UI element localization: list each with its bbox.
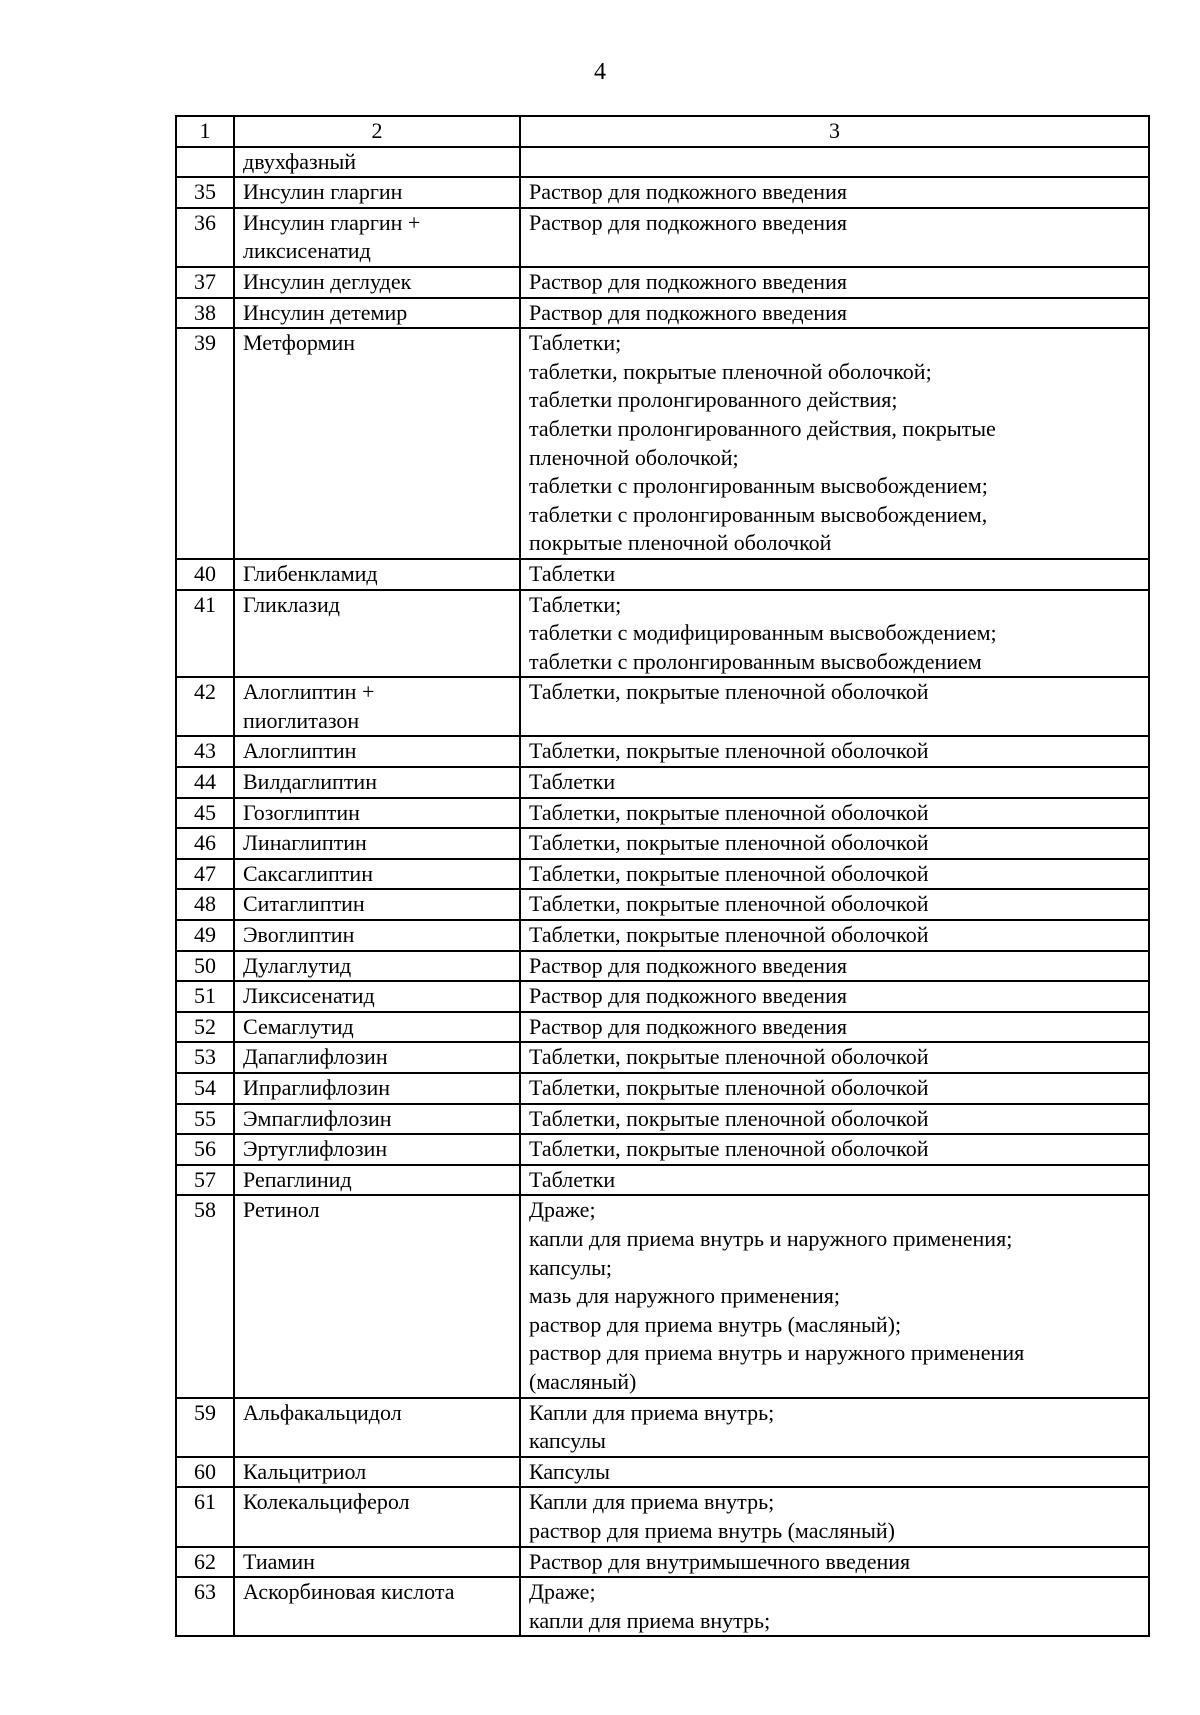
dosage-form-line: таблетки с пролонгированным высвобождением; bbox=[529, 473, 988, 499]
dosage-form-line: Таблетки, покрытые пленочной оболочкой bbox=[529, 922, 929, 948]
row-number: 59 bbox=[176, 1398, 234, 1457]
dosage-form-line: раствор для приема внутрь (масляный) bbox=[529, 1517, 895, 1543]
drug-name-cell bbox=[234, 859, 520, 890]
dosage-form-cell bbox=[520, 798, 1149, 829]
dosage-form-cell bbox=[520, 1165, 1149, 1196]
dosage-form-cell bbox=[520, 1398, 1149, 1457]
table-row bbox=[176, 177, 1149, 208]
table-row bbox=[176, 208, 1149, 267]
row-number: 45 bbox=[176, 798, 234, 829]
dosage-form-cell bbox=[520, 208, 1149, 267]
dosage-form-cell bbox=[520, 951, 1149, 982]
dosage-form-line: Таблетки, покрытые пленочной оболочкой bbox=[529, 860, 929, 886]
drug-name-line: Колекальциферол bbox=[243, 1489, 410, 1515]
drug-name-line: Эртуглифлозин bbox=[243, 1136, 388, 1162]
drug-name-cell bbox=[234, 889, 520, 920]
drug-name-cell bbox=[234, 920, 520, 951]
table-row bbox=[176, 1398, 1149, 1457]
dosage-form-line: капли для приема внутрь; bbox=[529, 1607, 771, 1633]
drug-name-line: Дулаглутид bbox=[243, 952, 352, 978]
row-number: 58 bbox=[176, 1195, 234, 1397]
dosage-form-cell bbox=[520, 1457, 1149, 1488]
dosage-form-line: капли для приема внутрь и наружного применения; bbox=[529, 1225, 1013, 1251]
dosage-form-line: Раствор для подкожного введения bbox=[529, 299, 847, 325]
drug-name-cell bbox=[234, 798, 520, 829]
dosage-form-cell bbox=[520, 1012, 1149, 1043]
drug-name-line: Кальцитриол bbox=[243, 1458, 367, 1484]
table-row bbox=[176, 559, 1149, 590]
row-number: 35 bbox=[176, 177, 234, 208]
drug-name-cell bbox=[234, 298, 520, 329]
dosage-form-line: Таблетки bbox=[529, 560, 616, 586]
drug-name-cell bbox=[234, 951, 520, 982]
dosage-form-cell bbox=[520, 859, 1149, 890]
dosage-form-line: Таблетки; bbox=[529, 591, 622, 617]
dosage-form-line: Таблетки bbox=[529, 769, 616, 795]
dosage-form-line: Таблетки bbox=[529, 1166, 616, 1192]
dosage-form-cell bbox=[520, 981, 1149, 1012]
row-number: 49 bbox=[176, 920, 234, 951]
row-number: 42 bbox=[176, 677, 234, 736]
drug-name-line: Алоглиптин + bbox=[243, 679, 375, 705]
table-row bbox=[176, 298, 1149, 329]
drug-name-cell bbox=[234, 1165, 520, 1196]
table-row bbox=[176, 1012, 1149, 1043]
drug-name-cell bbox=[234, 981, 520, 1012]
drug-name-cell bbox=[234, 559, 520, 590]
dosage-form-cell bbox=[520, 767, 1149, 798]
drug-name-line: двухфазный bbox=[243, 148, 357, 174]
drug-name-line: Гозоглиптин bbox=[243, 799, 360, 825]
dosage-form-line: Таблетки, покрытые пленочной оболочкой bbox=[529, 738, 929, 764]
table-row bbox=[176, 1042, 1149, 1073]
table-row bbox=[176, 590, 1149, 678]
row-number: 39 bbox=[176, 328, 234, 559]
column-header-2: 2 bbox=[234, 116, 520, 147]
drug-name-line: Репаглинид bbox=[243, 1166, 352, 1192]
dosage-form-line: пленочной оболочкой; bbox=[529, 444, 739, 470]
drug-name-line: Ситаглиптин bbox=[243, 891, 365, 917]
dosage-form-line: Таблетки, покрытые пленочной оболочкой bbox=[529, 891, 929, 917]
row-number: 56 bbox=[176, 1134, 234, 1165]
table-row bbox=[176, 677, 1149, 736]
drug-name-line: пиоглитазон bbox=[243, 707, 360, 733]
row-number: 52 bbox=[176, 1012, 234, 1043]
table-row bbox=[176, 1577, 1149, 1636]
dosage-form-cell bbox=[520, 828, 1149, 859]
dosage-form-line: Таблетки, покрытые пленочной оболочкой bbox=[529, 799, 929, 825]
row-number: 46 bbox=[176, 828, 234, 859]
row-number bbox=[176, 147, 234, 178]
row-number: 61 bbox=[176, 1487, 234, 1546]
column-header-3: 3 bbox=[520, 116, 1149, 147]
drug-name-line: Инсулин детемир bbox=[243, 299, 408, 325]
table-row bbox=[176, 767, 1149, 798]
table-row bbox=[176, 1457, 1149, 1488]
row-number: 62 bbox=[176, 1547, 234, 1578]
dosage-form-line: мазь для наружного применения; bbox=[529, 1283, 841, 1309]
dosage-form-line: Таблетки; bbox=[529, 330, 622, 356]
row-number: 40 bbox=[176, 559, 234, 590]
dosage-form-cell bbox=[520, 298, 1149, 329]
dosage-form-line: Драже; bbox=[529, 1579, 596, 1605]
table-row bbox=[176, 1547, 1149, 1578]
table-row bbox=[176, 828, 1149, 859]
column-header-1: 1 bbox=[176, 116, 234, 147]
row-number: 53 bbox=[176, 1042, 234, 1073]
drug-name-cell bbox=[234, 1012, 520, 1043]
dosage-form-cell bbox=[520, 1577, 1149, 1636]
dosage-form-line: таблетки с пролонгированным высвобождением bbox=[529, 648, 982, 674]
dosage-form-cell bbox=[520, 889, 1149, 920]
table-row bbox=[176, 798, 1149, 829]
dosage-form-line: Раствор для подкожного введения bbox=[529, 952, 847, 978]
row-number: 50 bbox=[176, 951, 234, 982]
dosage-form-cell bbox=[520, 267, 1149, 298]
dosage-form-line: капсулы; bbox=[529, 1254, 612, 1280]
dosage-form-line: Раствор для подкожного введения bbox=[529, 983, 847, 1009]
table-row bbox=[176, 267, 1149, 298]
dosage-form-cell bbox=[520, 1042, 1149, 1073]
table-row bbox=[176, 1195, 1149, 1397]
drug-name-cell bbox=[234, 1547, 520, 1578]
dosage-form-line: покрытые пленочной оболочкой bbox=[529, 530, 832, 556]
row-number: 44 bbox=[176, 767, 234, 798]
dosage-form-line: Таблетки, покрытые пленочной оболочкой bbox=[529, 1075, 929, 1100]
row-number: 41 bbox=[176, 590, 234, 678]
dosage-form-line: Раствор для подкожного введения bbox=[529, 1013, 847, 1039]
drug-name-line: ликсисенатид bbox=[243, 238, 371, 264]
drug-name-cell bbox=[234, 736, 520, 767]
drug-name-line: Инсулин гларгин bbox=[243, 179, 403, 205]
dosage-form-line: Капсулы bbox=[529, 1458, 610, 1484]
drug-name-cell bbox=[234, 677, 520, 736]
dosage-form-cell bbox=[520, 559, 1149, 590]
row-number: 48 bbox=[176, 889, 234, 920]
drug-name-line: Ипраглифлозин bbox=[243, 1075, 391, 1100]
dosage-form-cell bbox=[520, 736, 1149, 767]
drug-name-line: Линаглиптин bbox=[243, 830, 367, 856]
row-number: 63 bbox=[176, 1577, 234, 1636]
drug-name-line: Вилдаглиптин bbox=[243, 769, 377, 795]
dosage-form-cell bbox=[520, 1487, 1149, 1546]
drug-name-line: Инсулин деглудек bbox=[243, 268, 412, 294]
dosage-form-cell bbox=[520, 1073, 1149, 1104]
drug-name-line: Тиамин bbox=[243, 1548, 315, 1574]
drug-name-cell bbox=[234, 590, 520, 678]
drug-name-cell bbox=[234, 1195, 520, 1397]
table-row bbox=[176, 981, 1149, 1012]
drug-name-line: Ретинол bbox=[243, 1197, 320, 1223]
drug-name-cell bbox=[234, 828, 520, 859]
drug-name-line: Саксаглиптин bbox=[243, 860, 373, 886]
drug-name-cell bbox=[234, 1457, 520, 1488]
dosage-form-line: Раствор для подкожного введения bbox=[529, 268, 847, 294]
drug-name-line: Глибенкламид bbox=[243, 560, 378, 586]
dosage-form-cell bbox=[520, 1547, 1149, 1578]
medication-table bbox=[175, 115, 1150, 1637]
table-row bbox=[176, 951, 1149, 982]
row-number: 60 bbox=[176, 1457, 234, 1488]
drug-name-line: Ликсисенатид bbox=[243, 983, 375, 1009]
dosage-form-line: раствор для приема внутрь (масляный); bbox=[529, 1311, 902, 1337]
drug-name-cell bbox=[234, 1134, 520, 1165]
dosage-form-line: таблетки с пролонгированным высвобождением, bbox=[529, 501, 988, 527]
row-number: 55 bbox=[176, 1104, 234, 1135]
drug-name-cell bbox=[234, 1487, 520, 1546]
dosage-form-line: Таблетки, покрытые пленочной оболочкой bbox=[529, 679, 929, 705]
drug-name-cell bbox=[234, 1104, 520, 1135]
table-row bbox=[176, 1487, 1149, 1546]
drug-name-cell bbox=[234, 267, 520, 298]
row-number: 38 bbox=[176, 298, 234, 329]
drug-name-cell bbox=[234, 147, 520, 178]
row-number: 37 bbox=[176, 267, 234, 298]
drug-name-cell bbox=[234, 208, 520, 267]
drug-name-line: Дапаглифлозин bbox=[243, 1044, 388, 1070]
dosage-form-line: таблетки пролонгированного действия; bbox=[529, 387, 898, 413]
drug-name-cell bbox=[234, 767, 520, 798]
row-number: 43 bbox=[176, 736, 234, 767]
row-number: 54 bbox=[176, 1073, 234, 1104]
drug-name-line: Эвоглиптин bbox=[243, 922, 355, 948]
drug-name-line: Семаглутид bbox=[243, 1013, 354, 1039]
drug-name-line: Алоглиптин bbox=[243, 738, 357, 764]
drug-name-line: Метформин bbox=[243, 330, 356, 356]
drug-name-cell bbox=[234, 328, 520, 559]
drug-name-line: Инсулин гларгин + bbox=[243, 209, 421, 235]
dosage-form-cell bbox=[520, 1134, 1149, 1165]
row-number: 36 bbox=[176, 208, 234, 267]
dosage-form-line: Капли для приема внутрь; bbox=[529, 1489, 775, 1515]
table-row bbox=[176, 328, 1149, 559]
dosage-form-line: таблетки пролонгированного действия, покрытые bbox=[529, 415, 996, 441]
dosage-form-line: капсулы bbox=[529, 1428, 606, 1454]
drug-name-cell bbox=[234, 1042, 520, 1073]
dosage-form-line: Таблетки, покрытые пленочной оболочкой bbox=[529, 830, 929, 856]
dosage-form-cell bbox=[520, 590, 1149, 678]
table-row bbox=[176, 859, 1149, 890]
drug-name-line: Аскорбиновая кислота bbox=[243, 1579, 455, 1605]
dosage-form-line: Драже; bbox=[529, 1197, 596, 1223]
drug-name-cell bbox=[234, 1577, 520, 1636]
row-number: 51 bbox=[176, 981, 234, 1012]
drug-name-cell bbox=[234, 177, 520, 208]
table-row bbox=[176, 736, 1149, 767]
table-row bbox=[176, 1134, 1149, 1165]
dosage-form-line: Капли для приема внутрь; bbox=[529, 1399, 775, 1425]
dosage-form-line: Таблетки, покрытые пленочной оболочкой bbox=[529, 1105, 929, 1131]
table-row bbox=[176, 1104, 1149, 1135]
row-number: 47 bbox=[176, 859, 234, 890]
dosage-form-cell bbox=[520, 1195, 1149, 1397]
dosage-form-cell bbox=[520, 677, 1149, 736]
dosage-form-line: таблетки, покрытые пленочной оболочкой; bbox=[529, 358, 932, 384]
drug-name-cell bbox=[234, 1073, 520, 1104]
dosage-form-line: Таблетки, покрытые пленочной оболочкой bbox=[529, 1136, 929, 1162]
dosage-form-cell bbox=[520, 1104, 1149, 1135]
dosage-form-line: таблетки с модифицированным высвобождением; bbox=[529, 620, 997, 646]
table-row bbox=[176, 1073, 1149, 1104]
dosage-form-cell bbox=[520, 920, 1149, 951]
dosage-form-cell bbox=[520, 177, 1149, 208]
table-row bbox=[176, 147, 1149, 178]
row-number: 57 bbox=[176, 1165, 234, 1196]
dosage-form-line: Раствор для внутримышечного введения bbox=[529, 1548, 911, 1574]
table-header-row bbox=[176, 116, 1149, 147]
drug-name-line: Гликлазид bbox=[243, 591, 340, 617]
dosage-form-line: Раствор для подкожного введения bbox=[529, 209, 847, 235]
dosage-form-line: раствор для приема внутрь и наружного применения bbox=[529, 1340, 1025, 1366]
dosage-form-line: (масляный) bbox=[529, 1368, 637, 1394]
dosage-form-cell bbox=[520, 328, 1149, 559]
dosage-form-line: Таблетки, покрытые пленочной оболочкой bbox=[529, 1044, 929, 1070]
table-row bbox=[176, 920, 1149, 951]
drug-name-line: Альфакальцидол bbox=[243, 1399, 402, 1425]
dosage-form-line: Раствор для подкожного введения bbox=[529, 179, 847, 205]
table-row bbox=[176, 1165, 1149, 1196]
table-body bbox=[176, 147, 1149, 1637]
page-number: 4 bbox=[594, 59, 606, 85]
dosage-form-cell bbox=[520, 147, 1149, 178]
drug-name-line: Эмпаглифлозин bbox=[243, 1105, 392, 1131]
table-row bbox=[176, 889, 1149, 920]
drug-name-cell bbox=[234, 1398, 520, 1457]
